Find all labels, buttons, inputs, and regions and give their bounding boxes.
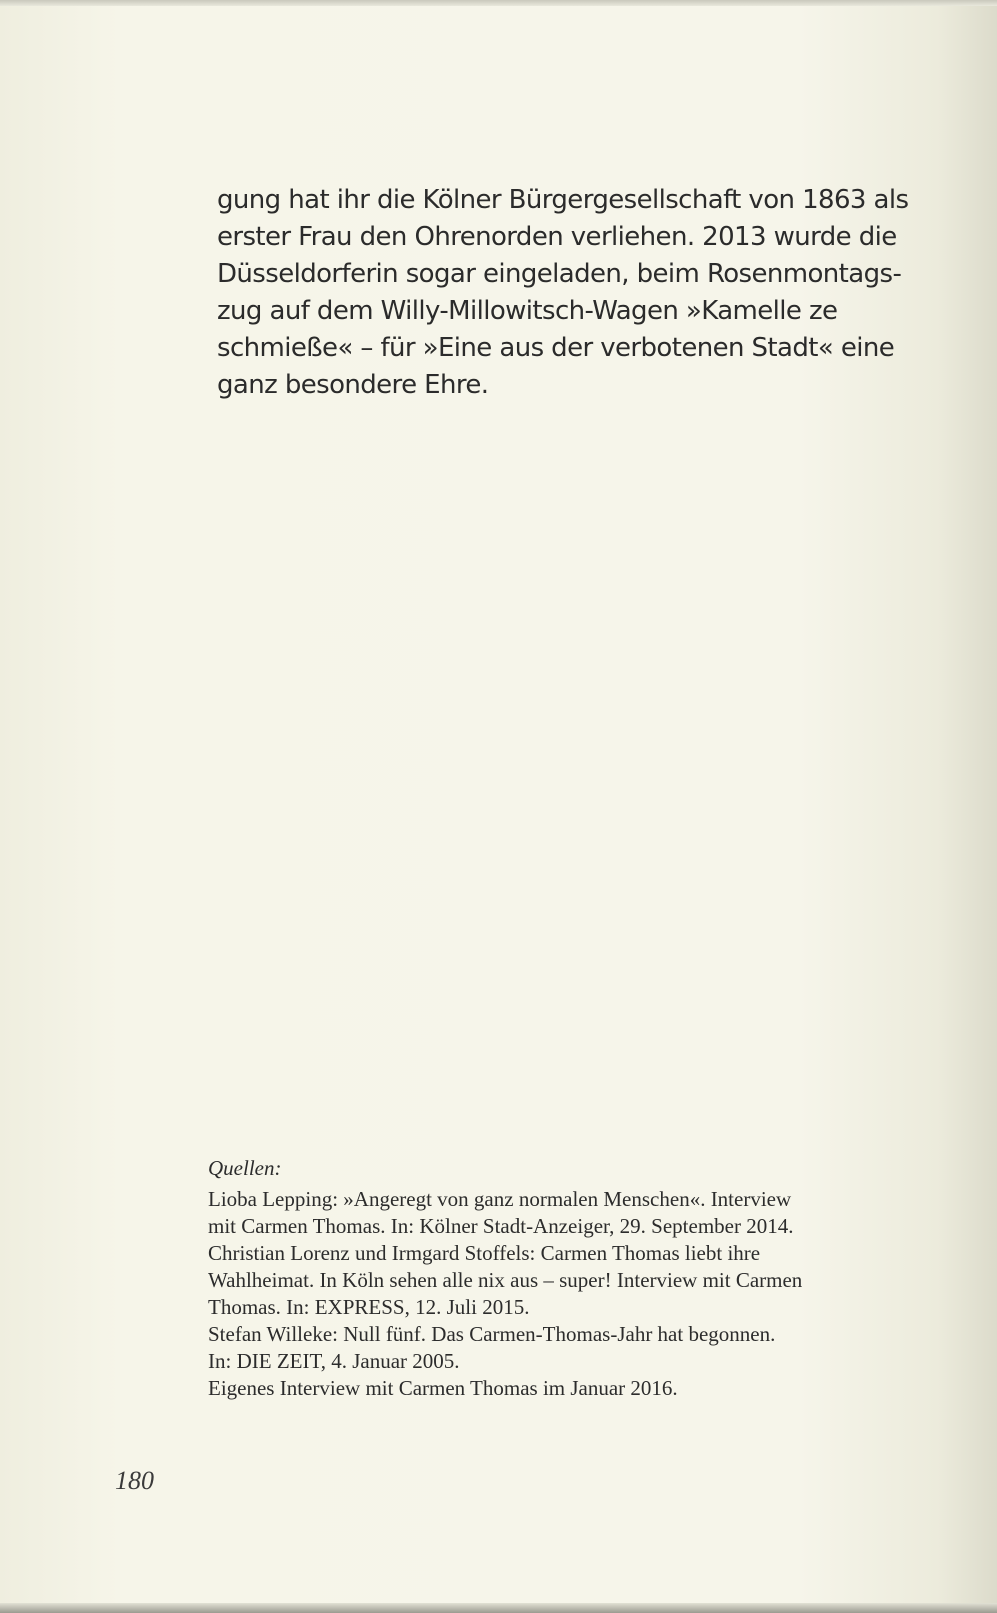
body-paragraph bbox=[217, 182, 907, 404]
source-line: Lioba Lepping: »Angeregt von ganz normalen Menschen«. Interview bbox=[208, 1187, 792, 1211]
body-line: erster Frau den Ohrenorden verliehen. 2013 wurde die bbox=[217, 222, 897, 252]
body-line: ganz besondere Ehre. bbox=[217, 370, 489, 400]
source-line: Stefan Willeke: Null fünf. Das Carmen-Thomas-Jahr hat begonnen. bbox=[208, 1322, 776, 1346]
sources-heading: Quellen: bbox=[208, 1156, 282, 1180]
page-number: 180 bbox=[115, 1466, 154, 1495]
source-line: Wahlheimat. In Köln sehen alle nix aus – super! Interview mit Carmen bbox=[208, 1268, 803, 1292]
body-line: schmieße« – für »Eine aus der verbotenen Stadt« eine bbox=[217, 333, 895, 363]
sources-section bbox=[208, 1155, 908, 1402]
source-line: In: DIE ZEIT, 4. Januar 2005. bbox=[208, 1349, 460, 1373]
body-line: zug auf dem Willy-Millowitsch-Wagen »Kamelle ze bbox=[217, 296, 838, 326]
source-line: mit Carmen Thomas. In: Kölner Stadt-Anzeiger, 29. September 2014. bbox=[208, 1214, 794, 1238]
page-top-edge bbox=[0, 0, 997, 6]
source-line: Thomas. In: EXPRESS, 12. Juli 2015. bbox=[208, 1295, 530, 1319]
source-line: Eigenes Interview mit Carmen Thomas im Januar 2016. bbox=[208, 1376, 678, 1400]
body-line: gung hat ihr die Kölner Bürgergesellschaft von 1863 als bbox=[217, 185, 909, 215]
body-line: Düsseldorferin sogar eingeladen, beim Rosenmontags- bbox=[217, 259, 902, 289]
page-bottom-edge bbox=[0, 1603, 997, 1613]
source-line: Christian Lorenz und Irmgard Stoffels: Carmen Thomas liebt ihre bbox=[208, 1241, 761, 1265]
